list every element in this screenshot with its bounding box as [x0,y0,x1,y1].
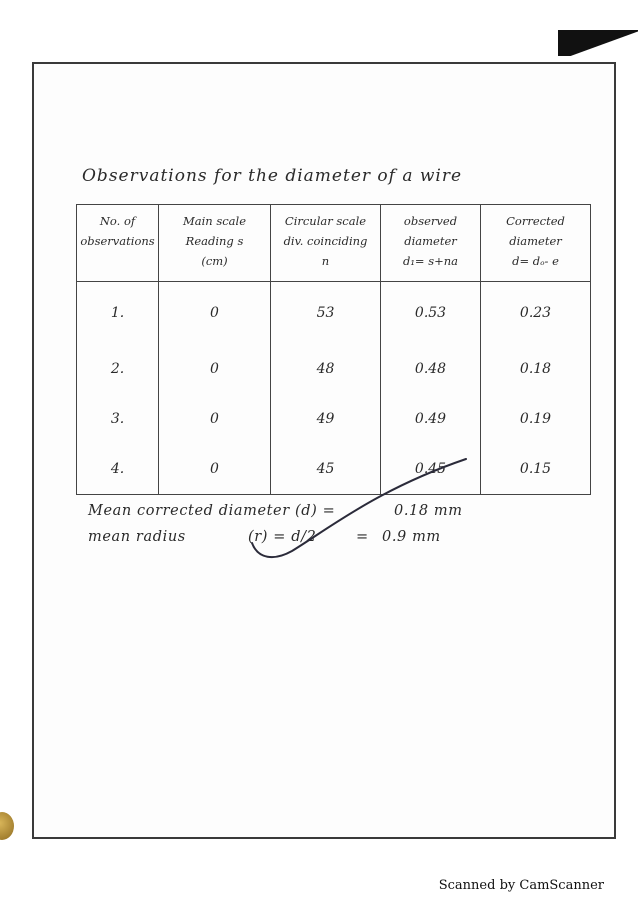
header-observation-number [77,205,159,282]
cell-corrected-diameter: 0.23 [481,282,591,345]
mean-diameter-line [88,503,463,519]
cell-observed-diameter: 0.45 [381,444,481,495]
header-line: n [321,254,330,268]
mean-radius-label: mean radius [88,529,186,545]
header-main-scale-reading [159,205,271,282]
header-line: observed [403,214,458,228]
mean-radius-symbol: (r) = d/2 [248,529,317,545]
header-line: diameter [509,234,562,248]
table-header-row [77,205,591,282]
mean-radius-line [88,529,441,545]
header-line: d₁= s+na [402,254,459,268]
header-line: diameter [404,234,457,248]
cell-observed-diameter: 0.53 [381,282,481,345]
table-row [77,344,591,394]
cell-observation-number: 2. [77,344,159,394]
header-observed-diameter [381,205,481,282]
mean-radius-equals: = [356,529,369,545]
scanner-watermark: Scanned by CamScanner [438,878,604,893]
header-line: Reading s [185,234,244,248]
header-corrected-diameter [481,205,591,282]
cell-corrected-diameter: 0.18 [481,344,591,394]
cell-circular-division: 49 [271,394,381,444]
header-line: Circular scale [284,214,367,228]
header-circular-scale [271,205,381,282]
table-row [77,282,591,345]
binder-clip [0,812,14,840]
mean-diameter-value: 0.18 mm [394,503,463,519]
cell-corrected-diameter: 0.19 [481,394,591,444]
cell-corrected-diameter: 0.15 [481,444,591,495]
cell-observation-number: 3. [77,394,159,444]
cell-circular-division: 53 [271,282,381,345]
header-line: (cm) [201,254,228,268]
cell-main-scale-reading: 0 [159,444,271,495]
cell-main-scale-reading: 0 [159,394,271,444]
header-line: Main scale [182,214,247,228]
header-line: d= dₒ- e [512,254,559,268]
cell-observed-diameter: 0.49 [381,394,481,444]
cell-observed-diameter: 0.48 [381,344,481,394]
header-line: observations [80,234,155,248]
cell-main-scale-reading: 0 [159,282,271,345]
cell-circular-division: 45 [271,444,381,495]
table-row [77,394,591,444]
observations-table [76,204,591,495]
cell-observation-number: 4. [77,444,159,495]
scan-corner-shadow [558,30,638,56]
mean-diameter-label: Mean corrected diameter (d) = [88,503,336,519]
cell-circular-division: 48 [271,344,381,394]
mean-radius-value: 0.9 mm [382,529,441,545]
page-heading: Observations for the diameter of a wire [82,166,463,186]
cell-main-scale-reading: 0 [159,344,271,394]
header-line: No. of [99,214,136,228]
cell-observation-number: 1. [77,282,159,345]
table-row [77,444,591,495]
header-line: div. coinciding [283,234,368,248]
header-line: Corrected [506,214,565,228]
